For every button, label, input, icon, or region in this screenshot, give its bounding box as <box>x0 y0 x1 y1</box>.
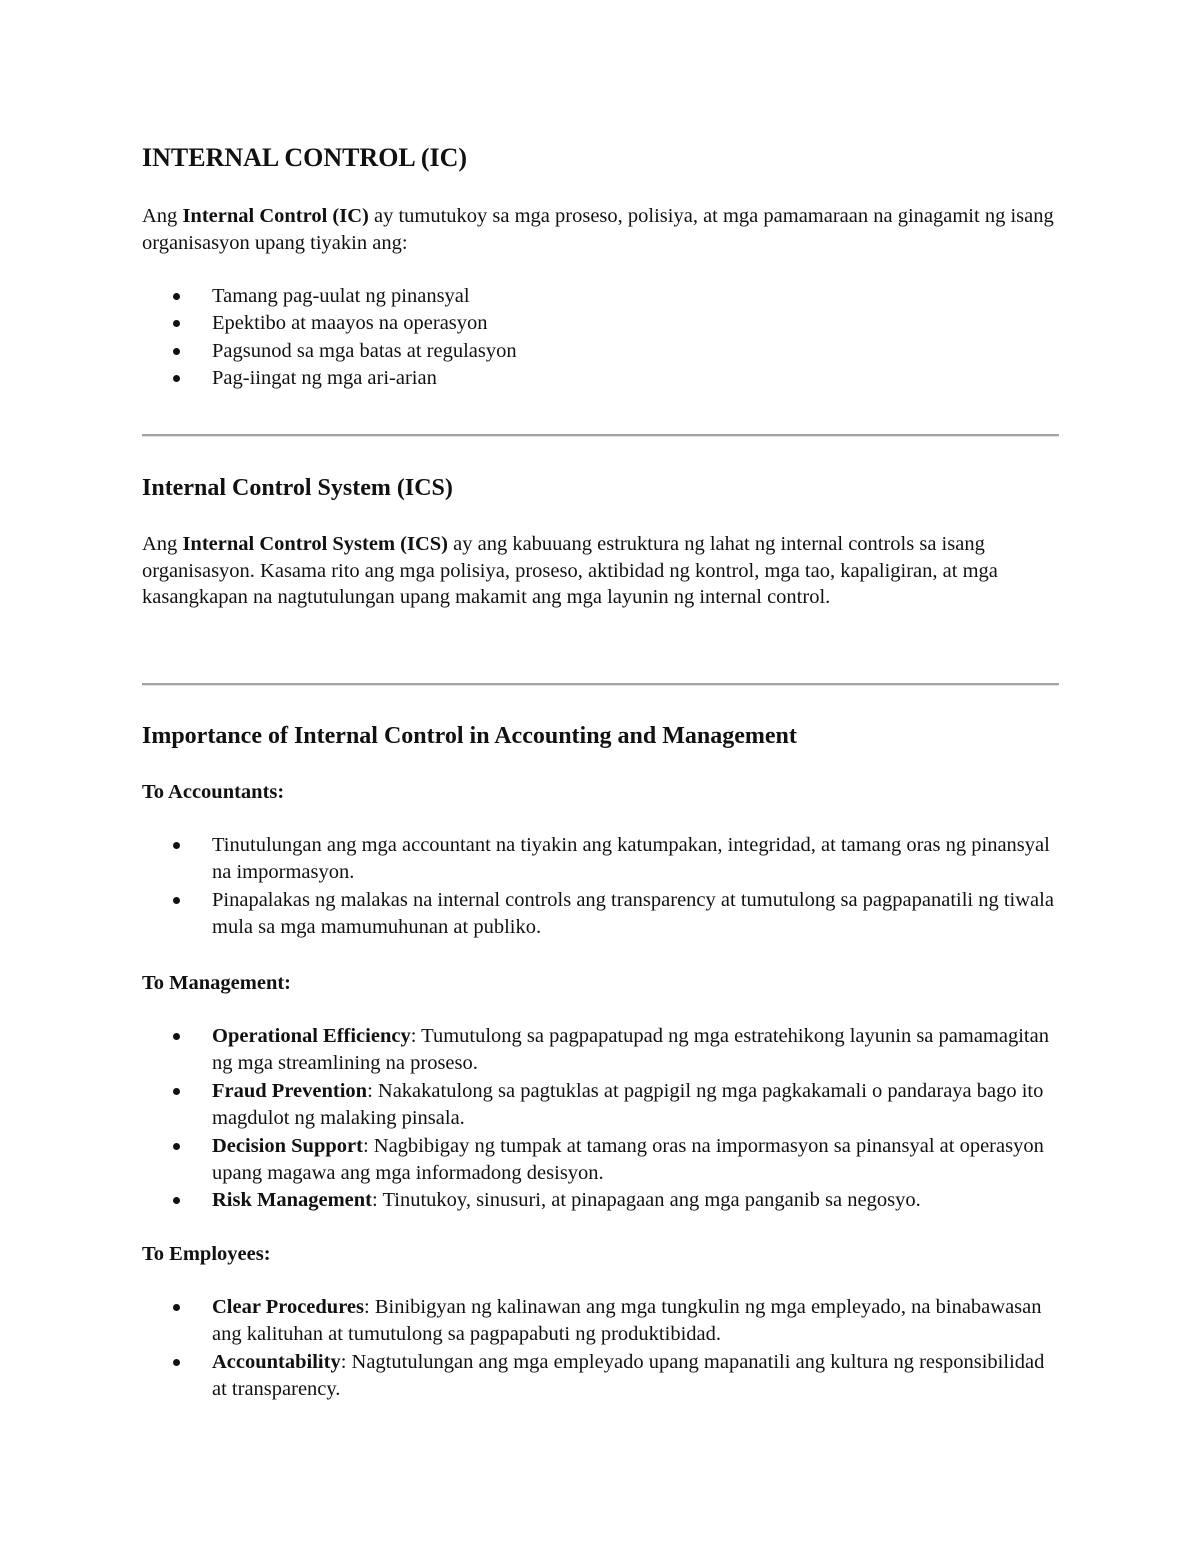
list-item-term: Clear Procedures <box>212 1296 365 1318</box>
list-item-text: Pinapalakas ng malakas na internal controls ang transparency at tumutulong sa pagpapanatili ng tiwala mula sa mga mamumuhunan at publiko. <box>212 888 1054 939</box>
list-item-text: : Tinutukoy, sinusuri, at pinapagaan ang mga panganib sa negosyo. <box>372 1189 921 1212</box>
ics-definition-text: ay ang kabuuang estruktura ng lahat ng internal controls sa isang organisasyon. Kasama rito ang mga polisiya, proseso, aktibidad ng kontrol, mga tao, kapaligiran, at mga kasangkapan na nagtutulungan upang makamit ang mga layunin ng internal control. <box>142 533 998 609</box>
list-item-text: : Tumutulong sa pagpapatupad ng mga estratehikong layunin sa pamamagitan ng mga streamlining na proseso. <box>212 1025 1049 1075</box>
bullet-icon <box>173 1033 180 1040</box>
list-item <box>142 283 1060 310</box>
list-item <box>142 1023 1060 1078</box>
list-item-term: Decision Support <box>212 1134 363 1157</box>
bullet-icon <box>173 293 180 300</box>
page-title: INTERNAL CONTROL (IC) <box>142 143 468 172</box>
ics-definition-prefix: Ang <box>142 533 183 555</box>
bullet-icon <box>173 1304 180 1311</box>
horizontal-rule <box>142 683 1059 686</box>
ics-definition-paragraph <box>142 531 1060 611</box>
list-item <box>142 365 1060 392</box>
list-item-term: Operational Efficiency <box>212 1025 411 1047</box>
list-item <box>142 1078 1060 1133</box>
list-item-text: : Nagbibigay ng tumpak at tamang oras na impormasyon sa pinansyal at operasyon upang magawa ang mga informadong desisyon. <box>212 1134 1044 1185</box>
ic-definition-paragraph <box>142 203 1060 256</box>
list-item-text: Pag-iingat ng mga ari-arian <box>212 367 437 390</box>
importance-heading: Importance of Internal Control in Accounting and Management <box>142 723 797 749</box>
list-item-term: Accountability <box>212 1350 341 1373</box>
ic-definition-prefix: Ang <box>142 205 183 227</box>
list-item-text: : Binibigyan ng kalinawan ang mga tungkulin ng mga empleyado, na binabawasan ang kalituhan at tumutulong sa pagpapabuti ng produktibidad. <box>212 1296 1042 1346</box>
accountants-label: To Accountants: <box>142 781 285 803</box>
list-item-term: Fraud Prevention <box>212 1079 368 1102</box>
horizontal-rule <box>142 434 1059 437</box>
ics-definition-term: Internal Control System (ICS) <box>182 533 448 555</box>
ic-objectives-list <box>142 283 1060 393</box>
list-item-text: Epektibo at maayos na operasyon <box>212 312 488 335</box>
ic-definition-text: ay tumutukoy sa mga proseso, polisiya, at mga pamamaraan na ginagamit ng isang organisasyon upang tiyakin ang: <box>142 205 1054 254</box>
bullet-icon <box>173 1359 180 1366</box>
accountants-list <box>142 832 1060 942</box>
list-item-text: Tinutulungan ang mga accountant na tiyakin ang katumpakan, integridad, at tamang oras ng pinansyal na impormasyon. <box>212 834 1050 884</box>
bullet-icon <box>173 897 180 904</box>
bullet-icon <box>173 348 180 355</box>
list-item <box>142 1294 1060 1349</box>
bullet-icon <box>173 320 180 327</box>
ic-definition-term: Internal Control (IC) <box>182 205 369 227</box>
bullet-icon <box>173 842 180 849</box>
bullet-icon <box>173 1143 180 1150</box>
employees-label: To Employees: <box>142 1243 271 1265</box>
list-item <box>142 1349 1060 1404</box>
management-list <box>142 1023 1060 1215</box>
list-item <box>142 887 1060 942</box>
list-item <box>142 832 1060 887</box>
list-item-text: : Nagtutulungan ang mga empleyado upang mapanatili ang kultura ng responsibilidad at transparency. <box>212 1350 1045 1401</box>
list-item-text: : Nakakatulong sa pagtuklas at pagpigil ng mga pagkakamali o pandaraya bago ito magdulot ng malaking pinsala. <box>212 1079 1044 1130</box>
ics-heading: Internal Control System (ICS) <box>142 475 453 501</box>
list-item <box>142 310 1060 337</box>
employees-list <box>142 1294 1060 1404</box>
bullet-icon <box>173 1197 180 1204</box>
management-label: To Management: <box>142 972 291 994</box>
list-item-term: Risk Management <box>212 1189 373 1212</box>
bullet-icon <box>173 1088 180 1095</box>
bullet-icon <box>173 375 180 382</box>
list-item <box>142 1187 1060 1214</box>
list-item-text: Tamang pag-uulat ng pinansyal <box>212 285 470 307</box>
list-item <box>142 338 1060 365</box>
list-item-text: Pagsunod sa mga batas at regulasyon <box>212 339 517 362</box>
list-item <box>142 1133 1060 1188</box>
